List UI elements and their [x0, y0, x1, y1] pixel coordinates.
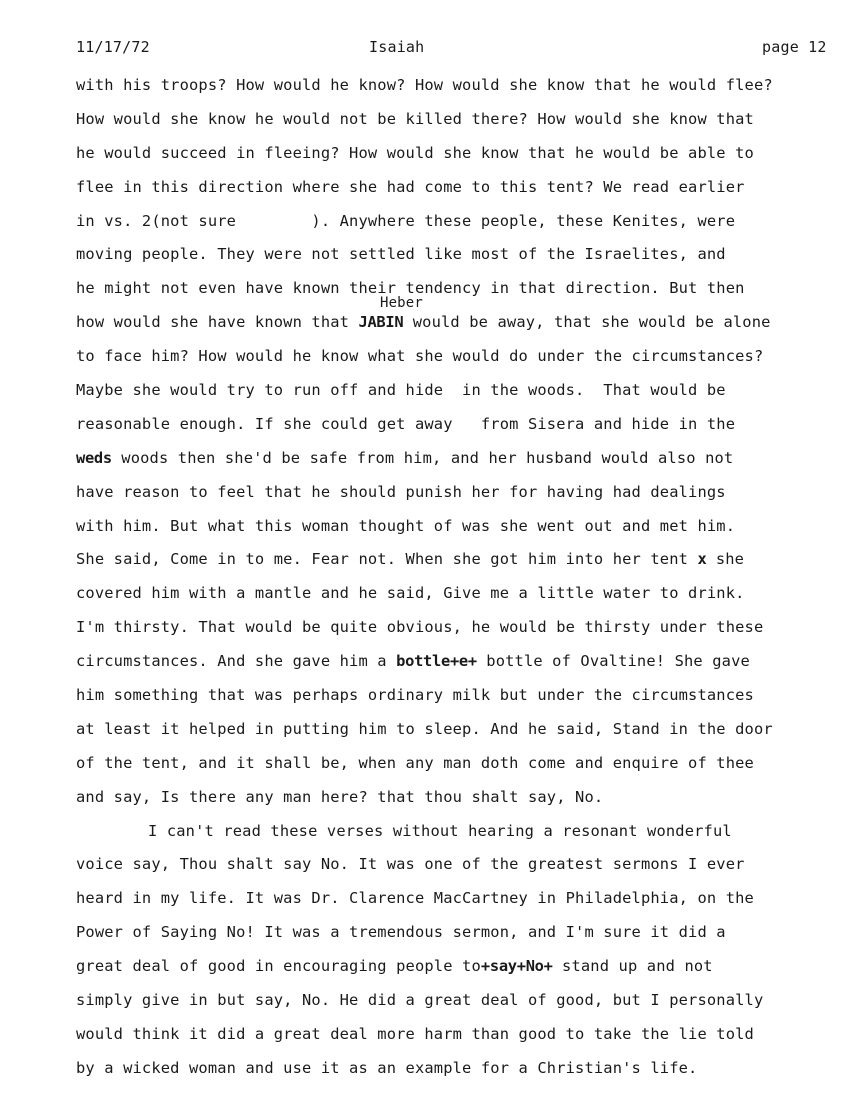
text-line: moving people. They were not settled like most of the Israelites, and — [76, 245, 726, 264]
header-page-number: page 12 — [762, 38, 827, 56]
line-text: how would she have known that — [76, 313, 359, 332]
header-date: 11/17/72 — [76, 38, 150, 56]
text-line: and say, Is there any man here? that thou shalt say, No. — [76, 787, 604, 806]
text-line — [76, 547, 836, 581]
text-line: with him. But what this woman thought of was she went out and met him. — [76, 516, 736, 535]
text-line: reasonable enough. If she could get away from Sisera and hide in the — [76, 414, 736, 433]
text-line: have reason to feel that he should punish her for having had dealings — [76, 482, 726, 501]
struck-out-text: weds — [76, 448, 112, 467]
struck-out-text: +say+No+ — [480, 957, 553, 976]
text-line: at least it helped in putting him to sleep. And he said, Stand in the door — [76, 719, 773, 738]
struck-out-text: JABIN — [358, 313, 404, 332]
text-line: would think it did a great deal more harm than good to take the lie told — [76, 1024, 754, 1043]
header-title: Isaiah — [369, 38, 425, 56]
struck-out-text: x — [697, 550, 707, 569]
text-line: by a wicked woman and use it as an example for a Christian's life. — [76, 1058, 698, 1077]
text-line: in vs. 2(not sure ). Anywhere these people, these Kenites, were — [76, 211, 736, 230]
text-line: of the tent, and it shall be, when any man doth come and enquire of thee — [76, 753, 754, 772]
text-line: to face him? How would he know what she would do under the circumstances? — [76, 347, 764, 366]
line-text: woods then she'd be safe from him, and her husband would also not — [111, 448, 734, 467]
text-line: him something that was perhaps ordinary milk but under the circumstances — [76, 686, 754, 705]
text-line: covered him with a mantle and he said, Give me a little water to drink. — [76, 584, 745, 603]
document-body — [76, 73, 836, 1090]
text-line: How would she know he would not be killed there? How would she know that — [76, 109, 754, 128]
text-line: voice say, Thou shalt say No. It was one of the greatest sermons I ever — [76, 855, 745, 874]
line-text: She said, Come in to me. Fear not. When she got him into her tent — [76, 550, 698, 569]
line-text: bottle of Ovaltine! She gave — [476, 652, 750, 671]
text-line: I can't read these verses without hearing a resonant wonderful — [148, 821, 732, 840]
text-line: simply give in but say, No. He did a great deal of good, but I personally — [76, 991, 764, 1010]
line-text: circumstances. And she gave him a — [76, 652, 397, 671]
text-line — [76, 954, 836, 988]
text-line: heard in my life. It was Dr. Clarence MacCartney in Philadelphia, on the — [76, 889, 754, 908]
line-text: she — [706, 550, 745, 569]
text-line: with his troops? How would he know? How would she know that he would flee? — [76, 76, 773, 94]
interlinear-correction: Heber — [380, 295, 423, 312]
text-line — [76, 446, 836, 480]
line-text: stand up and not — [552, 957, 713, 976]
text-line — [76, 649, 836, 683]
text-line — [76, 295, 836, 344]
text-line: Maybe she would try to run off and hide in the woods. That would be — [76, 381, 726, 400]
text-line: he might not even have known their tendency in that direction. But then — [76, 279, 745, 298]
text-line: flee in this direction where she had come to this tent? We read earlier — [76, 177, 745, 196]
text-line: Power of Saying No! It was a tremendous sermon, and I'm sure it did a — [76, 923, 726, 942]
struck-out-text: bottle+e+ — [396, 652, 477, 671]
text-line: I'm thirsty. That would be quite obvious, he would be thirsty under these — [76, 618, 764, 637]
line-text: great deal of good in encouraging people to — [76, 957, 481, 976]
page-header — [0, 38, 852, 58]
text-line: he would succeed in fleeing? How would she know that he would be able to — [76, 143, 754, 162]
line-text: would be away, that she would be alone — [403, 313, 771, 332]
